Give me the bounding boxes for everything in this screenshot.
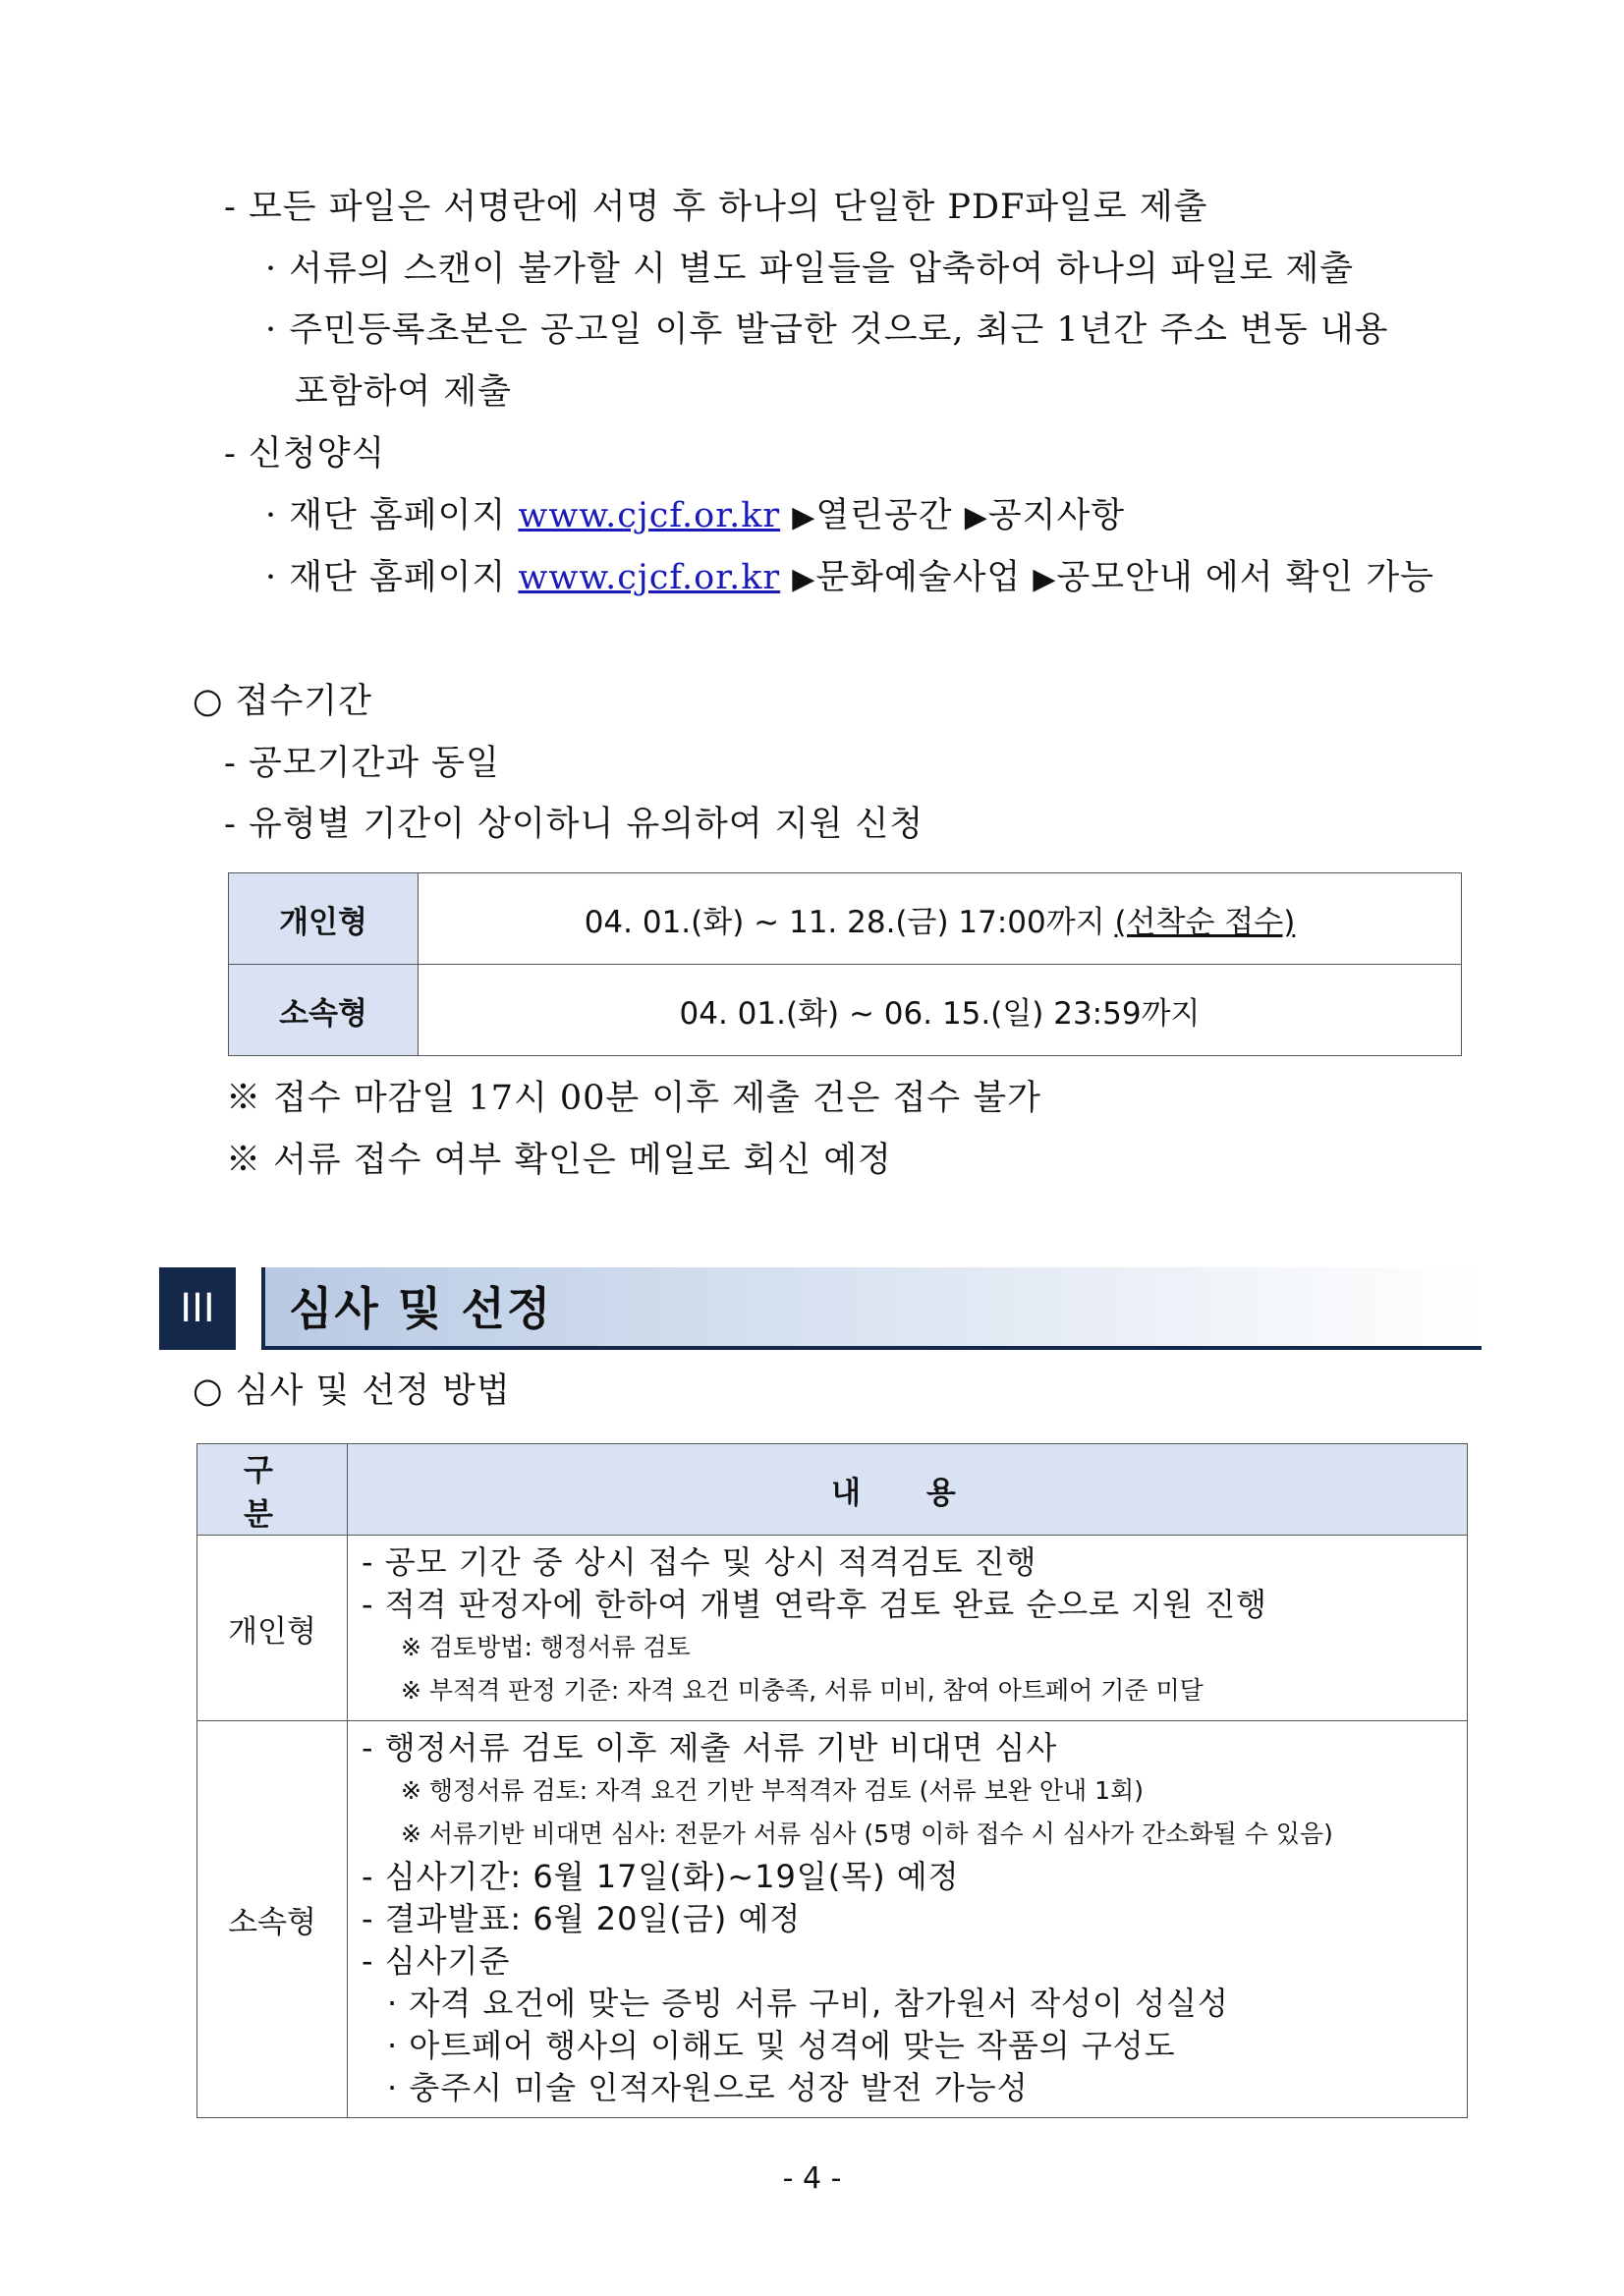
form-location-line-2 [265, 557, 1434, 600]
period-cell: 04. 01.(화) ~ 06. 15.(일) 23:59까지 [419, 965, 1462, 1056]
content-bullet: · 자격 요건에 맞는 증빙 서류 구비, 참가원서 작성이 성실성 [387, 1985, 1229, 2022]
content-cell [348, 1721, 1468, 2118]
content-bullet: · 아트페어 행사의 이해도 및 성격에 맞는 작품의 구성도 [387, 2027, 1176, 2064]
type-cell: 개인형 [229, 873, 419, 965]
text-line: · 주민등록초본은 공고일 이후 발급한 것으로, 최근 1년간 주소 변동 내용 [265, 310, 1389, 350]
content-note: ※ 서류기반 비대면 심사: 전문가 서류 심사 (5명 이하 접수 시 심사가 간소화될 수 있음) [401, 1820, 1333, 1848]
section-title: 심사 및 선정 [289, 1282, 553, 1335]
category-cell: 개인형 [197, 1536, 348, 1721]
review-heading: ○ 심사 및 선정 방법 [193, 1372, 511, 1411]
type-cell: 소속형 [229, 965, 419, 1056]
content-note: ※ 행정서류 검토: 자격 요건 기반 부적격자 검토 (서류 보완 안내 1회) [401, 1776, 1144, 1805]
column-header: 내 용 [348, 1444, 1468, 1536]
table-row [229, 965, 1462, 1056]
content-note: ※ 검토방법: 행정서류 검토 [401, 1633, 691, 1661]
text-line: - 공모기간과 동일 [224, 744, 500, 783]
text-line: 포함하여 제출 [295, 372, 512, 412]
section-number: III [159, 1267, 236, 1350]
text-line: · 서류의 스캔이 불가할 시 별도 파일들을 압축하여 하나의 파일로 제출 [265, 250, 1355, 289]
text-line: - 모든 파일은 서명란에 서명 후 하나의 단일한 PDF파일로 제출 [224, 188, 1208, 227]
review-table [196, 1443, 1468, 2118]
content-line: - 공모 기간 중 상시 접수 및 상시 적격검토 진행 [362, 1543, 1037, 1581]
content-note: ※ 부적격 판정 기준: 자격 요건 미충족, 서류 미비, 참여 아트페어 기준 미달 [401, 1676, 1204, 1705]
period-note: (선착순 접수) [1114, 904, 1296, 940]
category-cell: 소속형 [197, 1721, 348, 2118]
text-line: - 유형별 기간이 상이하니 유의하여 지원 신청 [224, 805, 924, 844]
text-line: - 신청양식 [224, 434, 386, 474]
column-header: 구 분 [197, 1444, 348, 1536]
arrow-right-icon: ▶ [1033, 562, 1057, 596]
table-row [197, 1721, 1468, 2118]
text: · 재단 홈페이지 [265, 496, 507, 535]
arrow-right-icon: ▶ [792, 562, 816, 596]
content-line: - 적격 판정자에 한하여 개별 연락후 검토 완료 순으로 지원 진행 [362, 1586, 1268, 1623]
form-location-line-1 [265, 495, 1125, 538]
text: 문화예술사업 [815, 558, 1022, 597]
note-line: ※ 접수 마감일 17시 00분 이후 제출 건은 접수 불가 [226, 1079, 1041, 1118]
text: · 재단 홈페이지 [265, 558, 507, 597]
content-line: - 심사기준 [362, 1942, 511, 1980]
homepage-link[interactable]: www.cjcf.or.kr [518, 558, 781, 597]
period-cell [419, 873, 1462, 965]
text: 공지사항 [987, 496, 1126, 535]
content-line: - 결과발표: 6월 20일(금) 예정 [362, 1900, 802, 1937]
page-number: - 4 - [782, 2161, 842, 2196]
text: 공모안내 에서 확인 가능 [1056, 558, 1434, 597]
content-bullet: · 충주시 미술 인적자원으로 성장 발전 가능성 [387, 2069, 1029, 2106]
table-row [229, 873, 1462, 965]
period-text: 04. 01.(화) ~ 11. 28.(금) 17:00까지 [584, 904, 1105, 940]
homepage-link[interactable]: www.cjcf.or.kr [518, 496, 781, 535]
table-header-row [197, 1444, 1468, 1536]
arrow-right-icon: ▶ [792, 500, 816, 534]
note-line: ※ 서류 접수 여부 확인은 메일로 회신 예정 [226, 1141, 892, 1180]
reception-heading: ○ 접수기간 [193, 682, 372, 721]
text: 열린공간 [815, 496, 953, 535]
content-line: - 심사기간: 6월 17일(화)~19일(목) 예정 [362, 1858, 960, 1895]
table-row [197, 1536, 1468, 1721]
content-line: - 행정서류 검토 이후 제출 서류 기반 비대면 심사 [362, 1729, 1058, 1766]
reception-table [228, 872, 1462, 1056]
arrow-right-icon: ▶ [964, 500, 988, 534]
content-cell [348, 1536, 1468, 1721]
